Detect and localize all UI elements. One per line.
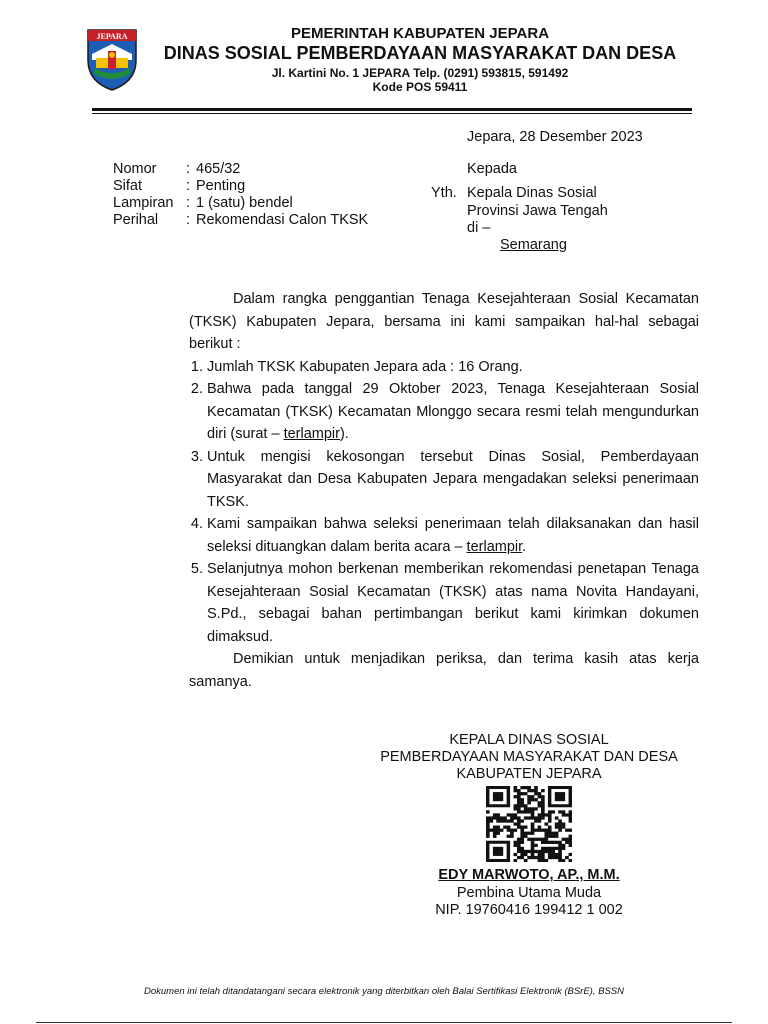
item-suffix: .	[522, 538, 527, 555]
signature-title-3: KABUPATEN JEPARA	[456, 766, 602, 782]
item-text: Kami sampaikan bahwa seleksi penerimaan telah dilaksanakan dan hasil seleksi dituangkan dalam berita acara –	[207, 516, 699, 555]
points-list	[189, 356, 699, 649]
list-item	[207, 446, 699, 514]
letterhead-rule-thick	[92, 108, 692, 111]
meta-value: Penting	[196, 178, 246, 194]
meta-key: Perihal	[113, 212, 159, 228]
signatory-rank: Pembina Utama Muda	[456, 885, 602, 901]
meta-key: Nomor	[113, 161, 157, 177]
meta-colon: :	[186, 178, 191, 194]
qr-code-signature	[486, 786, 572, 862]
letterhead-rule-thin	[92, 113, 692, 114]
electronic-signature-note: Dokumen ini telah ditandatangani secara elektronik yang diterbitkan oleh Balai Sertifikasi Elektronik (BSrE), BSSN	[144, 986, 624, 997]
item-suffix: ).	[339, 426, 349, 442]
meta-key: Lampiran	[113, 195, 174, 211]
list-item	[207, 513, 699, 558]
letter-body	[189, 288, 699, 693]
recipient-line3: di –	[467, 220, 491, 236]
signatory-name: EDY MARWOTO, AP., M.M.	[438, 867, 620, 883]
footer-rule	[36, 1022, 732, 1023]
item-text: Jumlah TKSK Kabupaten Jepara ada : 16 Orang.	[207, 358, 523, 375]
svg-text:JEPARA: JEPARA	[96, 32, 128, 41]
meta-colon: :	[186, 195, 191, 211]
letter-date: Jepara, 28 Desember 2023	[467, 129, 643, 145]
list-item	[207, 378, 699, 446]
recipient-yth: Yth.	[431, 185, 457, 201]
jepara-logo	[84, 24, 140, 92]
letterhead-agency: DINAS SOSIAL PEMBERDAYAAN MASYARAKAT DAN DESA	[163, 43, 677, 63]
intro-paragraph: Dalam rangka penggantian Tenaga Kesejahteraan Sosial Kecamatan (TKSK) Kabupaten Jepara, bersama ini kami sampaikan hal-hal sebagai berikut :	[189, 291, 699, 352]
letterhead-address: Jl. Kartini No. 1 JEPARA Telp. (0291) 593815, 591492	[271, 66, 569, 80]
attachment-reference: terlampir	[466, 538, 523, 555]
recipient-line2: Provinsi Jawa Tengah	[467, 203, 608, 219]
closing-paragraph: Demikian untuk menjadikan periksa, dan terima kasih atas kerja samanya.	[189, 651, 699, 690]
meta-value: 465/32	[196, 161, 241, 177]
meta-value: 1 (satu) bendel	[196, 195, 293, 211]
list-item	[207, 356, 699, 379]
item-text: Selanjutnya mohon berkenan memberikan rekomendasi penetapan Tenaga Kesejahteraan Sosial Kecamatan (TKSK) atas nama Novita Handayani, S.Pd., sebagai bahan pertimbangan berikut kami kirimkan dokumen dimaksud.	[207, 561, 699, 645]
meta-key: Sifat	[113, 178, 143, 194]
item-text: Bahwa pada tanggal 29 Oktober 2023, Tenaga Kesejahteraan Sosial Kecamatan (TKSK) Kecamatan Mlonggo secara resmi telah mengundurkan diri (surat –	[207, 381, 699, 442]
recipient-kepada: Kepada	[467, 161, 517, 177]
meta-colon: :	[186, 212, 191, 228]
item-text: Untuk mengisi kekosongan tersebut Dinas Sosial, Pemberdayaan Masyarakat dan Desa Kabupaten Jepara mengadakan seleksi penerimaan TKSK.	[207, 448, 699, 510]
list-item	[207, 558, 699, 648]
meta-value: Rekomendasi Calon TKSK	[196, 212, 369, 228]
attachment-reference: terlampir	[283, 426, 340, 442]
meta-colon: :	[186, 161, 191, 177]
letterhead-government: PEMERINTAH KABUPATEN JEPARA	[290, 25, 550, 42]
signatory-nip: NIP. 19760416 199412 1 002	[435, 902, 623, 918]
letterhead-postal-code: Kode POS 59411	[372, 80, 468, 94]
recipient-city: Semarang	[500, 237, 567, 253]
signature-title-2: PEMBERDAYAAN MASYARAKAT DAN DESA	[380, 749, 678, 765]
signature-title-1: KEPALA DINAS SOSIAL	[449, 732, 609, 748]
recipient-line1: Kepala Dinas Sosial	[467, 185, 597, 201]
